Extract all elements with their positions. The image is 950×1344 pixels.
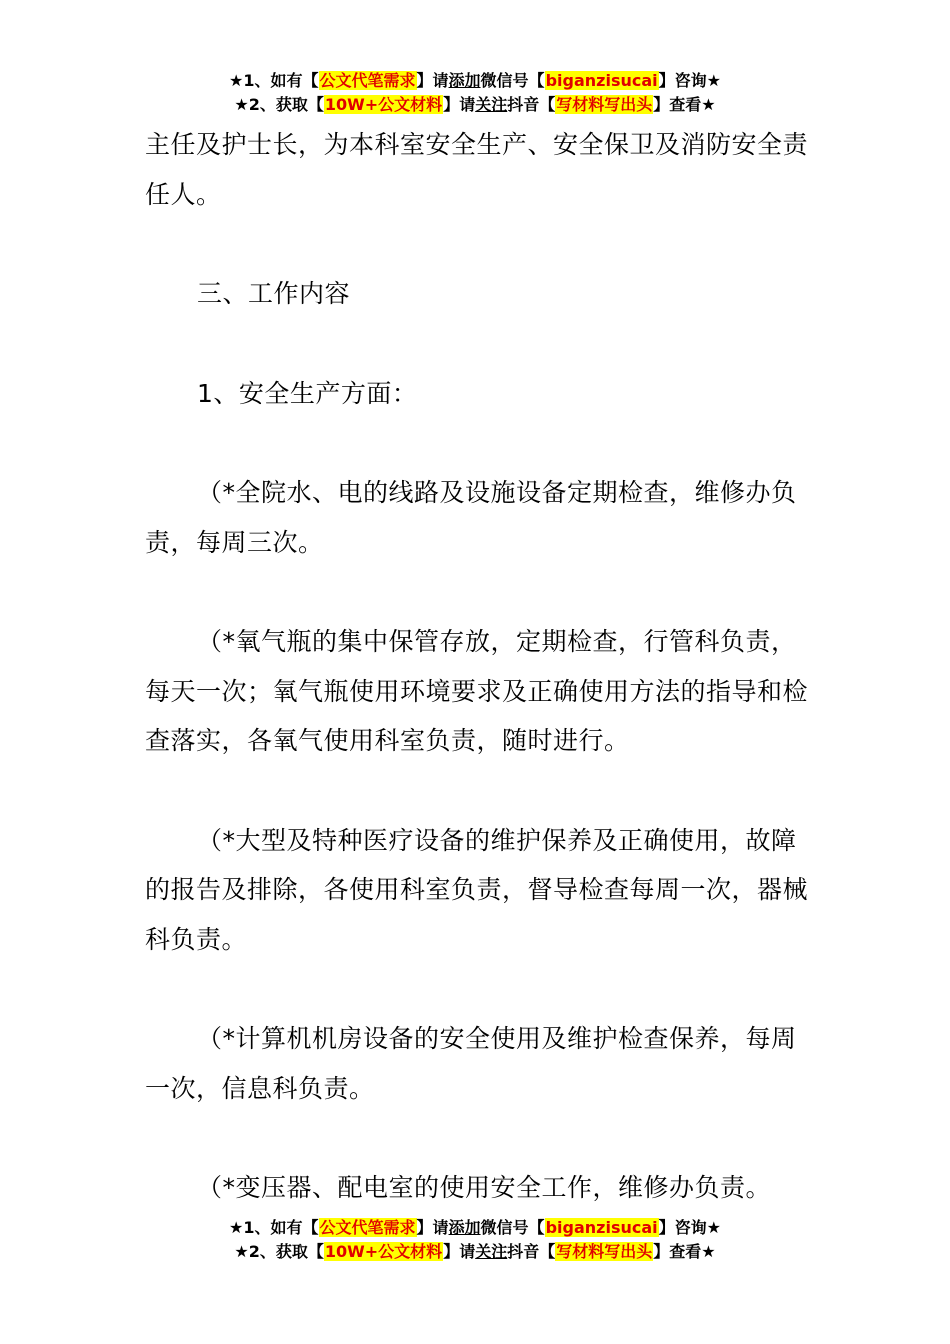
banner-line-1 — [0, 69, 950, 93]
banner-line-1 — [0, 1216, 950, 1240]
banner-line-2 — [0, 93, 950, 117]
banner-text: 微信号【 — [480, 1218, 545, 1237]
banner-highlight: 公文代笔需求 — [319, 1218, 416, 1237]
banner-text: 抖音【 — [507, 1242, 556, 1261]
banner-line-2 — [0, 1240, 950, 1264]
banner-text: 】请 — [443, 95, 476, 114]
header-banner — [0, 69, 950, 117]
banner-text: ★2、获取【 — [234, 1242, 324, 1261]
banner-text: ★1、如有【 — [229, 71, 319, 90]
footer-banner — [0, 1216, 950, 1264]
subsection-heading: 1、安全生产方面： — [197, 378, 418, 408]
banner-highlight: 10W+公文材料 — [324, 1242, 443, 1261]
banner-text: 】请 — [443, 1242, 476, 1261]
banner-highlight: 写材料写出头 — [556, 1242, 653, 1261]
banner-text: ★2、获取【 — [234, 95, 324, 114]
banner-text: 】咨询★ — [658, 71, 721, 90]
banner-text: 抖音【 — [507, 95, 556, 114]
banner-text: 】请 — [416, 1218, 449, 1237]
banner-emphasis: 添加 — [448, 1218, 481, 1237]
section-heading: 三、工作内容 — [197, 279, 351, 308]
banner-text: 】咨询★ — [658, 1218, 721, 1237]
list-item: （*氧气瓶的集中保管存放，定期检查，行管科负责，每天一次；氧气瓶使用环境要求及正确使用方法的指导和检查落实，各氧气使用科室负责，随时进行。 — [145, 627, 809, 755]
document-body — [145, 120, 810, 1213]
banner-highlight: 公文代笔需求 — [319, 71, 416, 90]
banner-emphasis: 添加 — [448, 71, 481, 90]
banner-text: ★1、如有【 — [229, 1218, 319, 1237]
banner-text: 】请 — [416, 71, 449, 90]
banner-text: 微信号【 — [480, 71, 545, 90]
list-item: （*计算机机房设备的安全使用及维护检查保养，每周一次，信息科负责。 — [145, 1024, 797, 1103]
banner-highlight: biganzisucai — [545, 71, 658, 90]
banner-emphasis: 关注 — [475, 95, 508, 114]
list-item: （*全院水、电的线路及设施设备定期检查，维修办负责，每周三次。 — [145, 478, 797, 557]
banner-text: 】查看★ — [653, 1242, 716, 1261]
banner-highlight: 10W+公文材料 — [324, 95, 443, 114]
list-item: （*大型及特种医疗设备的维护保养及正确使用，故障的报告及排除，各使用科室负责，督导检查每周一次，器械科负责。 — [145, 825, 809, 954]
banner-highlight: 写材料写出头 — [556, 95, 653, 114]
banner-emphasis: 关注 — [475, 1242, 508, 1261]
banner-highlight: biganzisucai — [545, 1218, 658, 1237]
banner-text: 】查看★ — [653, 95, 716, 114]
list-item: （*变压器、配电室的使用安全工作，维修办负责。 — [197, 1173, 772, 1202]
paragraph: 主任及护士长，为本科室安全生产、安全保卫及消防安全责任人。 — [145, 130, 809, 209]
